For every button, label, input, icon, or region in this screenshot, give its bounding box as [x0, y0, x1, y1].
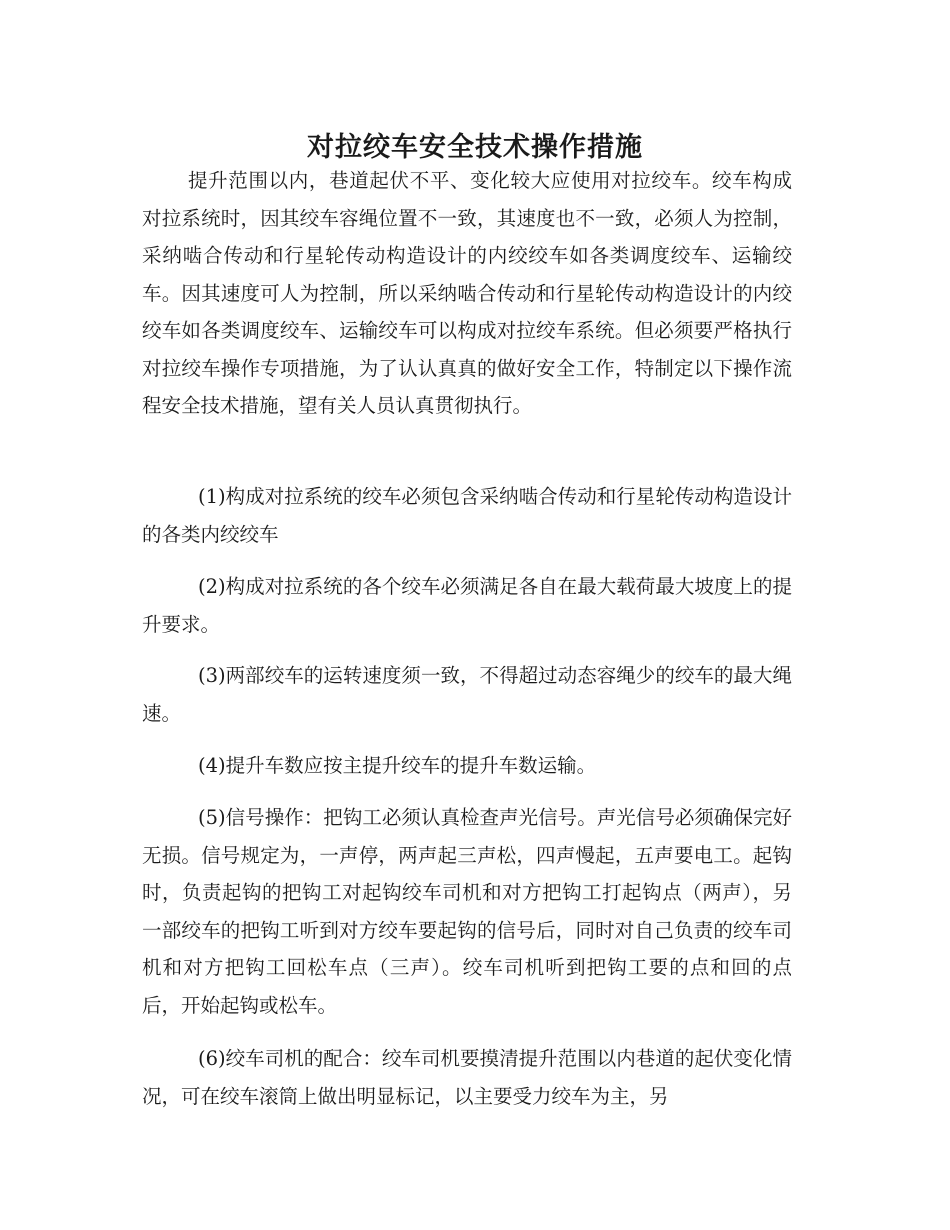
measure-item-5: (5)信号操作：把钩工必须认真检查声光信号。声光信号必须确保完好无损。信号规定为，一声停，两声起三声松，四声慢起，五声要电工。起钩时，负责起钩的把钩工对起钩绞车司机和对方把钩工打起钩点（两声），另一部绞车的把钩工听到对方绞车要起钩的信号后，同时对自己负责的绞车司机和对方把钩工回松车点（三声）。绞车司机听到把钩工要的点和回的点后，开始起钩或松车。: [142, 806, 792, 1017]
document-title: 对拉绞车安全技术操作措施: [307, 132, 643, 164]
measure-item-4: (4)提升车数应按主提升绞车的提升车数运输。: [198, 754, 597, 777]
measure-item-6: (6)绞车司机的配合：绞车司机要摸清提升范围以内巷道的起伏变化情况，可在绞车滚筒上做出明显标记，以主要受力绞车为主，另: [142, 1047, 792, 1108]
measure-item-2: (2)构成对拉系统的各个绞车必须满足各自在最大载荷最大坡度上的提升要求。: [142, 575, 792, 636]
measure-item-1: (1)构成对拉系统的绞车必须包含采纳啮合传动和行星轮传动构造设计的各类内绞绞车: [142, 485, 792, 546]
intro-paragraph: 提升范围以内，巷道起伏不平、变化较大应使用对拉绞车。绞车构成对拉系统时，因其绞车容绳位置不一致，其速度也不一致，必须人为控制，采纳啮合传动和行星轮传动构造设计的内绞绞车如各类调度绞车、运输绞车。因其速度可人为控制，所以采纳啮合传动和行星轮传动构造设计的内绞绞车如各类调度绞车、运输绞车可以构成对拉绞车系统。但必须要严格执行对拉绞车操作专项措施，为了认认真真的做好安全工作，特制定以下操作流程安全技术措施，望有关人员认真贯彻执行。: [142, 169, 792, 417]
measure-item-3: (3)两部绞车的运转速度须一致，不得超过动态容绳少的绞车的最大绳速。: [142, 664, 792, 725]
